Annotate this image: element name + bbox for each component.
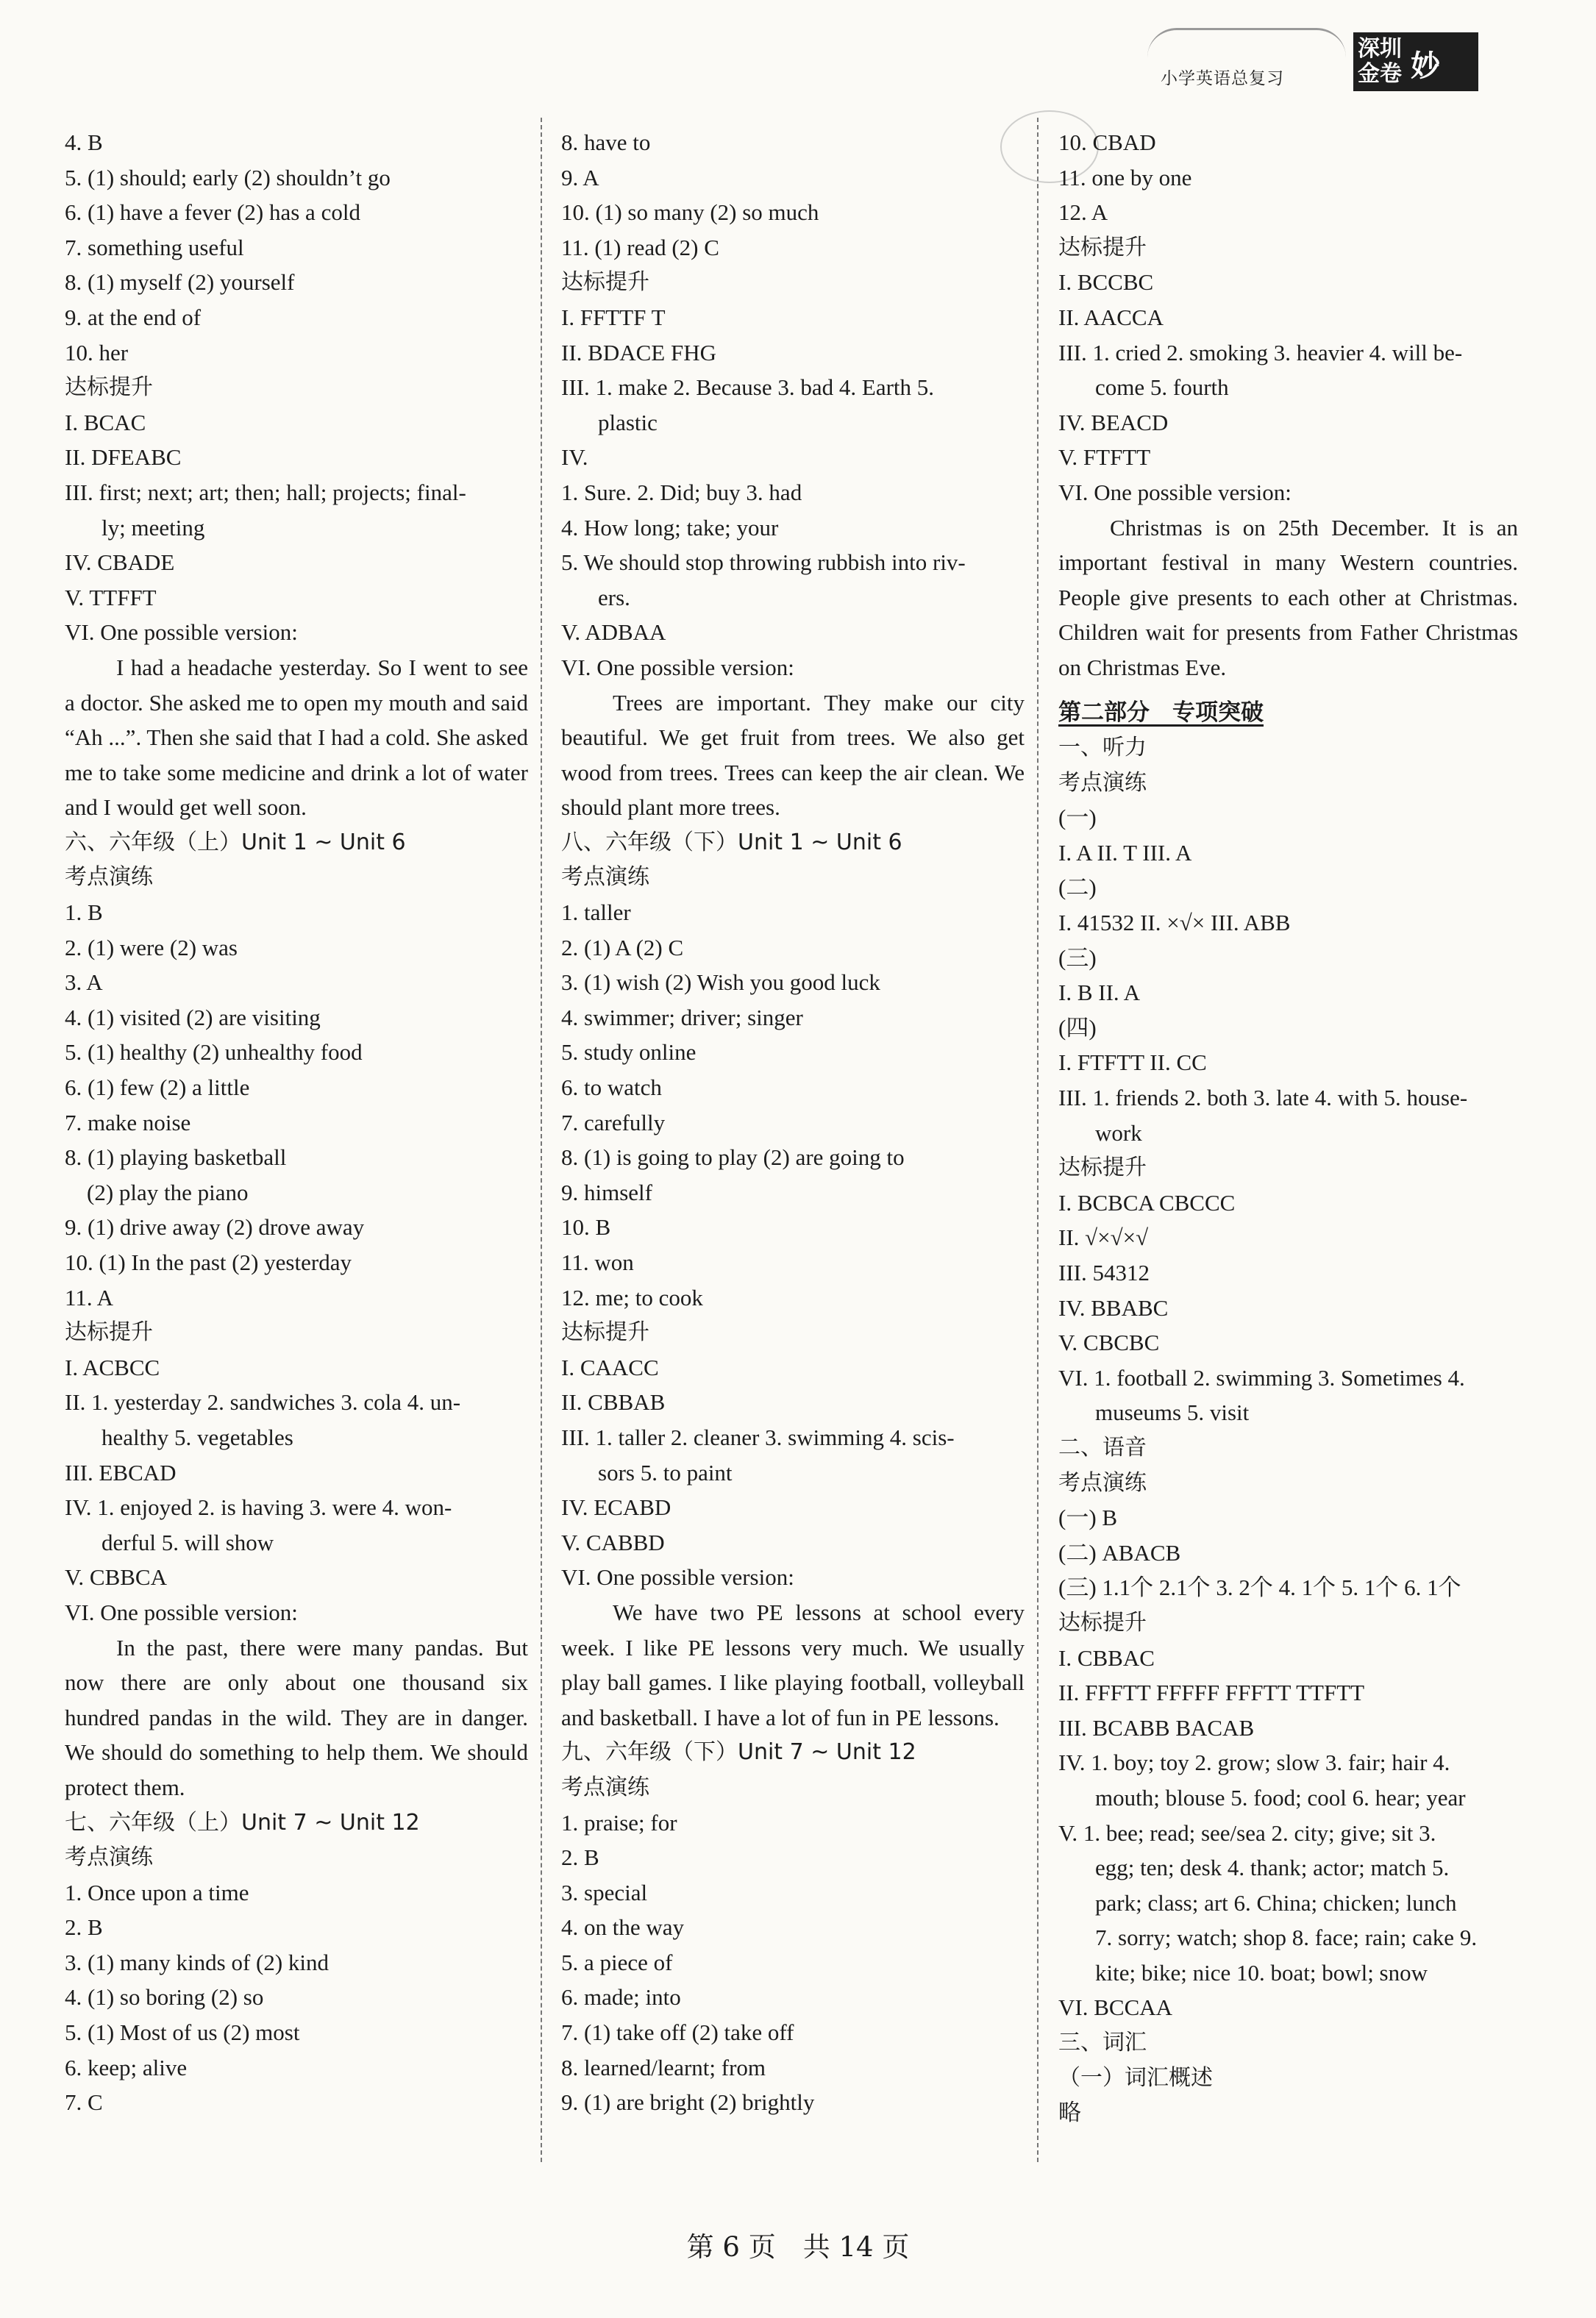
answer-line: (三): [1058, 944, 1097, 971]
answer-line: 6. (1) few (2) a little: [65, 1074, 250, 1101]
answer-line: VI. One possible version:: [65, 1599, 298, 1625]
answer-line: (二) ABACB: [1058, 1539, 1181, 1566]
answer-line: I. FFTTF T: [561, 304, 666, 330]
answer-line: 1. Sure. 2. Did; buy 3. had: [561, 479, 802, 505]
answer-lines: [65, 1350, 528, 1630]
answer-lines: [561, 1350, 1025, 1595]
part-title: 第二部分 专项突破: [1058, 699, 1264, 726]
section-heading: 达标提升: [561, 1319, 649, 1346]
section-heading: 考点演练: [65, 1844, 153, 1871]
section-heading: 达标提升: [65, 374, 153, 401]
answer-line: 7. (1) take off (2) take off: [561, 2019, 794, 2046]
answer-line: (2) play the piano: [87, 1179, 249, 1205]
answer-lines: [561, 1805, 1025, 2120]
answer-lines: [561, 125, 1025, 265]
answer-line: 11. one by one: [1058, 164, 1192, 190]
answer-line: 略: [1058, 2100, 1081, 2126]
answer-lines: [1058, 265, 1518, 510]
answer-line: IV. ECABD: [561, 1494, 671, 1521]
section-heading: 达标提升: [1058, 1609, 1147, 1636]
sample-essay: In the past, there were many pandas. But now there are only about one thousand six hundred pandas in the wild. They are in danger. We should do something to help them. We should protect them.: [65, 1634, 528, 1800]
sample-essay: We have two PE lessons at school every week. I like PE lessons very much. We usually play ball games. I like playing football, volleyball and basketball. I have a lot of fun in PE lessons.: [561, 1599, 1025, 1730]
answer-line: 7. C: [65, 2089, 103, 2116]
column-divider: [1037, 118, 1039, 2162]
answer-line: II. CBBAB: [561, 1389, 666, 1416]
answer-column-3: [1058, 125, 1518, 2130]
section-heading: 考点演练: [561, 1774, 649, 1800]
answer-line: 6. to watch: [561, 1074, 662, 1101]
answer-line: VI. One possible version:: [561, 1564, 794, 1591]
answer-line: 4. (1) visited (2) are visiting: [65, 1004, 321, 1030]
unit-section-title: 七、六年级（上）Unit 7 ~ Unit 12: [65, 1809, 420, 1836]
answer-line: 8. learned/learnt; from: [561, 2054, 766, 2080]
unit-section-title: 八、六年级（下）Unit 1 ~ Unit 6: [561, 829, 902, 855]
answer-line: (二): [1058, 874, 1097, 901]
answer-line: II. 1. yesterday 2. sandwiches 3. cola 4. un-: [65, 1389, 461, 1416]
answer-line: V. CBCBC: [1058, 1330, 1160, 1356]
answer-line: healthy 5. vegetables: [101, 1424, 293, 1450]
answer-line: 7. something useful: [65, 234, 244, 260]
answer-line: III. 54312: [1058, 1260, 1150, 1285]
topic-title: 二、语音: [1058, 1434, 1147, 1461]
answer-line: 9. himself: [561, 1179, 652, 1205]
answer-line: VI. 1. football 2. swimming 3. Sometimes 4.: [1058, 1364, 1465, 1391]
answer-line: (四): [1058, 1014, 1097, 1041]
answer-line: I. A II. T III. A: [1058, 839, 1192, 866]
answer-line: 9. A: [561, 164, 599, 190]
answer-line: plastic: [598, 409, 658, 435]
answer-line: VI. BCCAA: [1058, 1994, 1173, 2021]
cloud-logo-icon: [1147, 28, 1346, 65]
answer-line: V. TTFFT: [65, 584, 157, 610]
unit-section-title: 六、六年级（上）Unit 1 ~ Unit 6: [65, 829, 406, 855]
section-heading: 考点演练: [1058, 1469, 1147, 1496]
header-subtitle: 小学英语总复习: [1161, 69, 1284, 88]
answer-line: 1. Once upon a time: [65, 1879, 249, 1905]
answer-line: IV. BBABC: [1058, 1294, 1169, 1321]
answer-line: ly; meeting: [101, 514, 205, 541]
answer-line: 5. (1) should; early (2) shouldn’t go: [65, 164, 391, 190]
brand-script: 妙: [1411, 49, 1440, 83]
answer-line: 11. won: [561, 1249, 634, 1275]
answer-line: 10. (1) In the past (2) yesterday: [65, 1249, 352, 1275]
answer-line: 3. special: [561, 1879, 648, 1905]
page-number: 第 6 页 共 14 页: [686, 2231, 910, 2263]
answer-line: I. BCAC: [65, 409, 146, 435]
answer-line: III. BCABB BACAB: [1058, 1714, 1255, 1741]
answer-line: IV. 1. boy; toy 2. grow; slow 3. fair; hair 4.: [1058, 1750, 1450, 1776]
answer-line: derful 5. will show: [101, 1529, 274, 1555]
answer-column-2: [561, 125, 1025, 2120]
section-heading: 达标提升: [1058, 1155, 1147, 1181]
answer-line: egg; ten; desk 4. thank; actor; match 5.: [1095, 1855, 1450, 1881]
answer-line: ers.: [598, 584, 630, 610]
answer-line: 8. (1) is going to play (2) are going to: [561, 1144, 905, 1171]
unit-section-title: 九、六年级（下）Unit 7 ~ Unit 12: [561, 1739, 916, 1766]
answer-line: VI. One possible version:: [65, 619, 298, 646]
answer-lines: [65, 405, 528, 650]
answer-line: IV.: [561, 444, 588, 471]
answer-line: III. 1. friends 2. both 3. late 4. with 5. house-: [1058, 1085, 1468, 1111]
answer-line: IV. 1. enjoyed 2. is having 3. were 4. won-: [65, 1494, 452, 1521]
answer-line: 10. her: [65, 339, 129, 365]
answer-line: 8. (1) myself (2) yourself: [65, 269, 295, 296]
answer-line: 5. study online: [561, 1039, 697, 1066]
section-heading: 达标提升: [561, 269, 649, 296]
sample-essay: Trees are important. They make our city beautiful. We get fruit from trees. We also get wood from trees. Trees can keep the air clean. We should plant more trees.: [561, 689, 1025, 821]
answer-line: 2. B: [561, 1844, 599, 1871]
answer-line: I. BCBCA CBCCC: [1058, 1189, 1236, 1216]
answer-line: 10. B: [561, 1214, 611, 1241]
answer-line: V. 1. bee; read; see/sea 2. city; give; sit 3.: [1058, 1819, 1436, 1846]
answer-lines: [1058, 1500, 1518, 1605]
answer-line: II. AACCA: [1058, 304, 1164, 330]
column-divider: [541, 118, 542, 2162]
answer-line: 5. (1) Most of us (2) most: [65, 2019, 300, 2046]
answer-line: 2. (1) were (2) was: [65, 934, 238, 960]
answer-line: come 5. fourth: [1095, 374, 1229, 401]
answer-line: 4. swimmer; driver; singer: [561, 1004, 803, 1030]
answer-line: 5. a piece of: [561, 1949, 673, 1975]
answer-line: VI. One possible version:: [561, 654, 794, 680]
answer-line: I. CAACC: [561, 1354, 659, 1380]
answer-line: mouth; blouse 5. food; cool 6. hear; year: [1095, 1784, 1466, 1811]
answer-column-1: [65, 125, 528, 2120]
answer-line: 6. (1) have a fever (2) has a cold: [65, 199, 360, 226]
answer-line: I. 41532 II. ×√× III. ABB: [1058, 910, 1291, 936]
answer-line: 3. (1) wish (2) Wish you good luck: [561, 969, 880, 996]
answer-line: 11. A: [65, 1284, 114, 1310]
section-heading: 考点演练: [65, 864, 153, 891]
section-heading: 考点演练: [1058, 769, 1147, 796]
answer-line: I. ACBCC: [65, 1354, 160, 1380]
answer-line: IV. CBADE: [65, 549, 175, 576]
answer-line: I. BCCBC: [1058, 269, 1154, 296]
answer-line: 3. A: [65, 969, 103, 996]
answer-lines: [1058, 1185, 1518, 1430]
answer-line: 1. praise; for: [561, 1809, 677, 1836]
answer-line: 1. B: [65, 899, 103, 926]
answer-lines: [561, 895, 1025, 1315]
section-heading: 达标提升: [65, 1319, 153, 1346]
answer-line: VI. One possible version:: [1058, 479, 1292, 505]
answer-line: 11. (1) read (2) C: [561, 234, 719, 260]
answer-line: III. first; next; art; then; hall; projects; final-: [65, 479, 466, 505]
answer-lines: [1058, 1641, 1518, 2026]
answer-line: III. EBCAD: [65, 1459, 177, 1486]
answer-line: IV. BEACD: [1058, 409, 1169, 435]
answer-line: II. DFEABC: [65, 444, 182, 471]
answer-line: 9. at the end of: [65, 304, 202, 330]
answer-line: 12. A: [1058, 199, 1108, 226]
answer-line: V. CBBCA: [65, 1564, 167, 1591]
answer-line: 5. We should stop throwing rubbish into riv-: [561, 549, 966, 576]
answer-line: I. CBBAC: [1058, 1644, 1155, 1671]
answer-lines: [1058, 800, 1518, 1150]
answer-line: 7. sorry; watch; shop 8. face; rain; cake 9.: [1095, 1925, 1478, 1951]
answer-line: (三) 1.1个 2.1个 3. 2个 4. 1个 5. 1个 6. 1个: [1058, 1575, 1461, 1601]
answer-lines: [65, 1875, 528, 2120]
answer-line: V. FTFTT: [1058, 444, 1151, 471]
answer-line: park; class; art 6. China; chicken; lunch: [1095, 1889, 1457, 1916]
sample-essay: Christmas is on 25th December. It is an important festival in many Western countries. People give presents to each other at Christmas. Children wait for presents from Father Christmas on Christmas Eve.: [1058, 514, 1518, 680]
page-header: [1140, 28, 1508, 94]
answer-line: work: [1095, 1119, 1142, 1146]
answer-line: II. √×√×√: [1058, 1224, 1149, 1251]
topic-title: 一、听力: [1058, 735, 1147, 761]
section-heading: 考点演练: [561, 864, 649, 891]
answer-line: 7. carefully: [561, 1109, 666, 1135]
answer-lines: [1058, 125, 1518, 230]
answer-line: 3. (1) many kinds of (2) kind: [65, 1949, 329, 1975]
answer-line: 7. make noise: [65, 1109, 191, 1135]
answer-line: (一) B: [1058, 1505, 1118, 1531]
section-heading: 达标提升: [1058, 234, 1147, 260]
answer-line: V. CABBD: [561, 1529, 665, 1555]
answer-line: museums 5. visit: [1095, 1399, 1250, 1426]
answer-line: II. FFFTT FFFFF FFFTT TTFTT: [1058, 1680, 1365, 1706]
answer-line: 10. CBAD: [1058, 129, 1156, 155]
answer-lines: [561, 300, 1025, 685]
sample-essay: I had a headache yesterday. So I went to see a doctor. She asked me to open my mouth and said “Ah ...”. Then she said that I had a cold. She asked me to take some medicine and drink a lot of water and I would get well soon.: [65, 654, 528, 821]
answer-line: sors 5. to paint: [598, 1459, 733, 1486]
answer-line: I. FTFTT II. CC: [1058, 1049, 1207, 1076]
answer-line: 10. (1) so many (2) so much: [561, 199, 819, 226]
answer-lines: [65, 125, 528, 370]
answer-line: 2. (1) A (2) C: [561, 934, 684, 960]
answer-line: 12. me; to cook: [561, 1284, 703, 1310]
answer-line: 9. (1) are bright (2) brightly: [561, 2089, 815, 2116]
answer-line: III. 1. make 2. Because 3. bad 4. Earth 5.: [561, 374, 935, 401]
answer-line: V. ADBAA: [561, 619, 666, 646]
answer-line: 4. B: [65, 129, 103, 155]
answer-line: 4. (1) so boring (2) so: [65, 1984, 264, 2011]
subsection-title: （一）词汇概述: [1058, 2064, 1213, 2091]
answer-line: III. 1. taller 2. cleaner 3. swimming 4. scis-: [561, 1424, 955, 1450]
answer-line: II. BDACE FHG: [561, 339, 716, 365]
answer-line: 9. (1) drive away (2) drove away: [65, 1214, 365, 1241]
answer-line: 2. B: [65, 1914, 103, 1941]
answer-line: 6. made; into: [561, 1984, 681, 2011]
brand-name: 深圳金卷: [1358, 36, 1402, 87]
answer-line: 6. keep; alive: [65, 2054, 188, 2080]
answer-line: (一): [1058, 805, 1097, 831]
answer-line: I. B II. A: [1058, 980, 1141, 1006]
answer-line: 8. have to: [561, 129, 651, 155]
answer-line: 8. (1) playing basketball: [65, 1144, 287, 1171]
answer-lines: [65, 895, 528, 1315]
answer-line: 4. on the way: [561, 1914, 685, 1941]
answer-line: 4. How long; take; your: [561, 514, 779, 541]
answer-line: 1. taller: [561, 899, 631, 926]
answer-line: III. 1. cried 2. smoking 3. heavier 4. will be-: [1058, 339, 1463, 365]
topic-title: 三、词汇: [1058, 2030, 1147, 2056]
brand-logo: [1353, 32, 1478, 91]
answer-line: 5. (1) healthy (2) unhealthy food: [65, 1039, 363, 1066]
answer-line: kite; bike; nice 10. boat; bowl; snow: [1095, 1959, 1428, 1986]
